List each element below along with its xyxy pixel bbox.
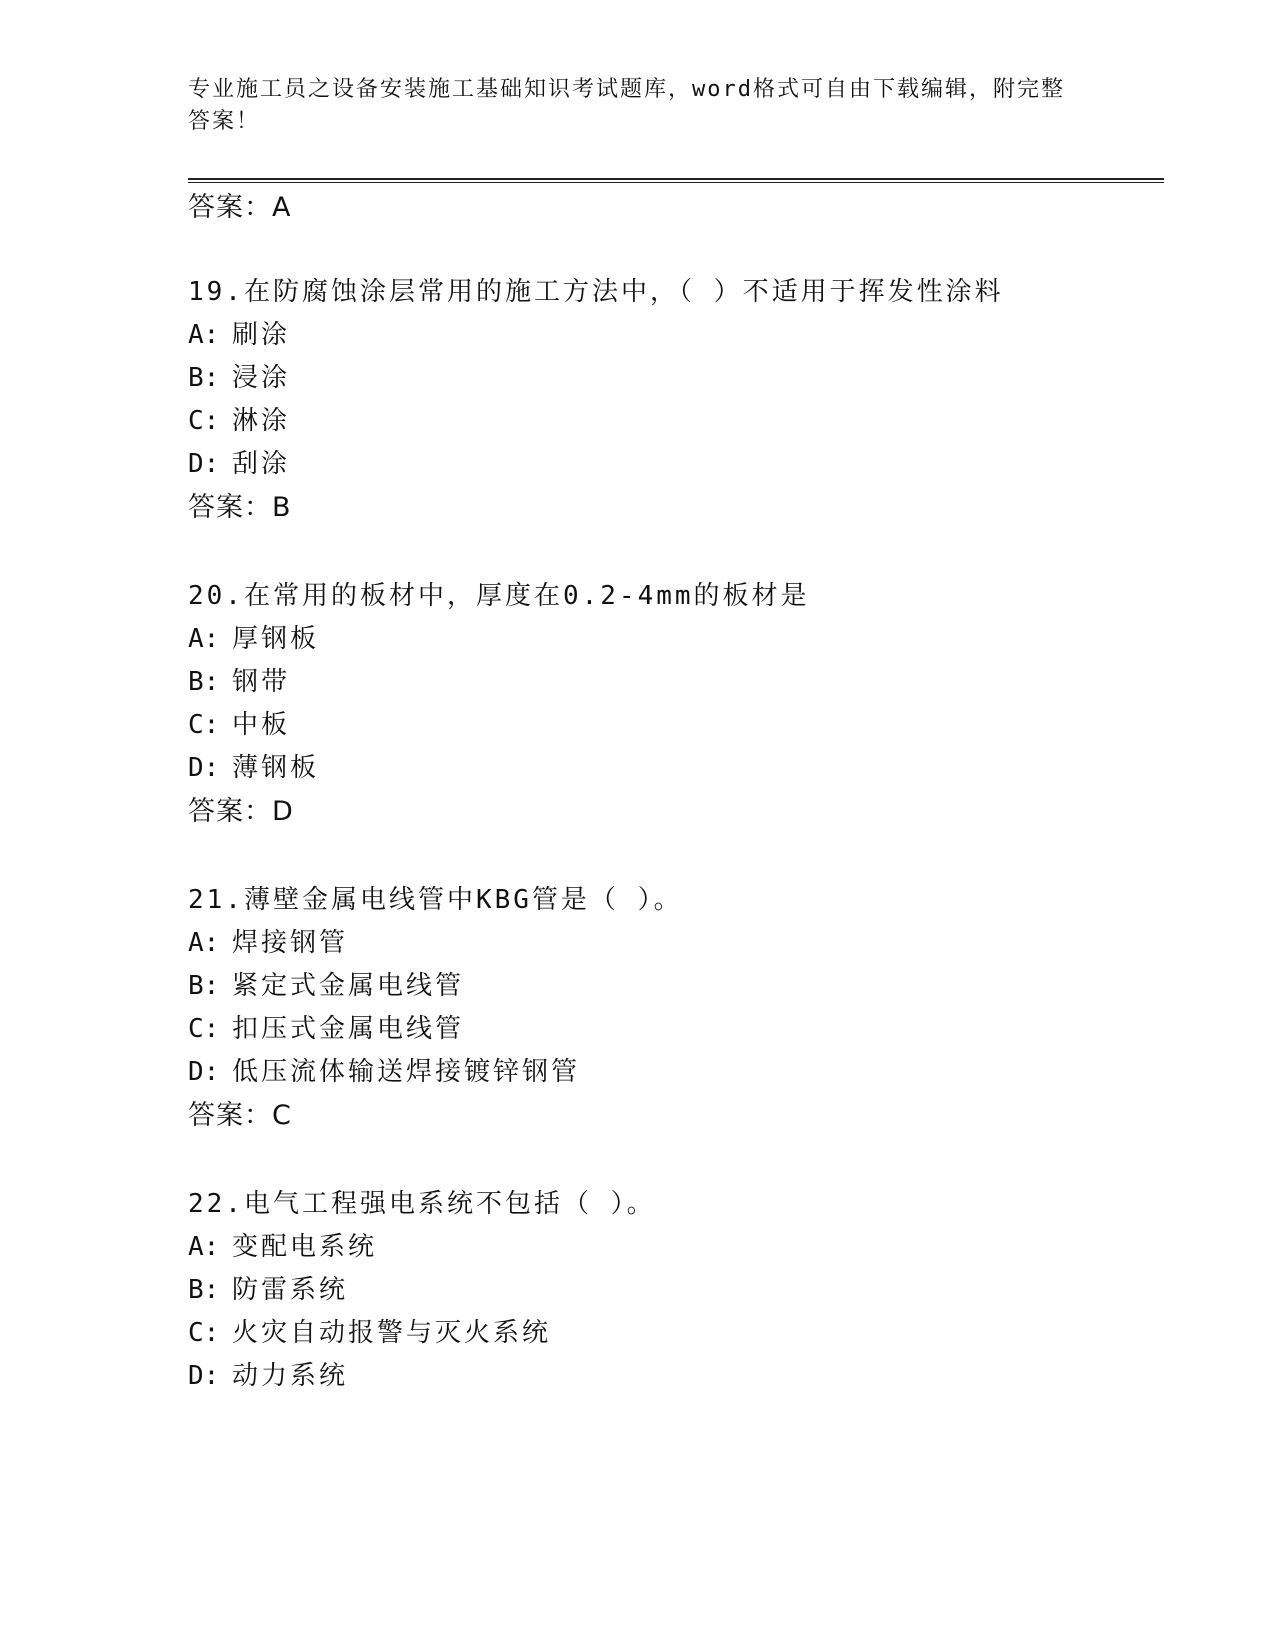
option-text: 刮涂 xyxy=(232,449,291,479)
option-text: 防雷系统 xyxy=(232,1275,349,1305)
option-a xyxy=(188,623,319,655)
option-d xyxy=(188,752,319,784)
option-d xyxy=(188,1360,348,1392)
answer-line: 答案：C xyxy=(188,1100,292,1131)
question-stem: 21.薄壁金属电线管中KBG管是（ ）。 xyxy=(188,885,683,915)
option-label: B: xyxy=(188,667,220,697)
option-label: C: xyxy=(188,710,220,740)
option-a xyxy=(188,927,348,959)
question-stem: 22.电气工程强电系统不包括（ ）。 xyxy=(188,1189,656,1219)
option-label: B: xyxy=(188,971,220,1001)
option-text: 紧定式金属电线管 xyxy=(232,971,465,1001)
option-label: D: xyxy=(188,1361,220,1391)
option-text: 浸涂 xyxy=(232,363,291,393)
option-c xyxy=(188,1013,464,1045)
answer-line: 答案：A xyxy=(188,192,292,223)
option-text: 中板 xyxy=(232,710,291,740)
option-label: A: xyxy=(188,928,220,958)
question-stem: 20.在常用的板材中，厚度在0.2-4mm的板材是 xyxy=(188,581,810,611)
option-text: 淋涂 xyxy=(232,406,291,436)
option-b xyxy=(188,362,290,394)
option-b xyxy=(188,970,464,1002)
option-label: A: xyxy=(188,320,220,350)
page-header-text: 专业施工员之设备安装施工基础知识考试题库，word格式可自由下载编辑，附完整答案！ xyxy=(188,77,1065,134)
option-b xyxy=(188,1274,348,1306)
option-label: A: xyxy=(188,1232,220,1262)
option-text: 火灾自动报警与灭火系统 xyxy=(232,1318,552,1348)
option-text: 厚钢板 xyxy=(232,624,320,654)
option-c xyxy=(188,1317,551,1349)
option-label: D: xyxy=(188,753,220,783)
option-a xyxy=(188,1231,377,1263)
option-c xyxy=(188,709,290,741)
option-text: 刷涂 xyxy=(232,320,291,350)
question-stem: 19.在防腐蚀涂层常用的施工方法中，（ ）不适用于挥发性涂料 xyxy=(188,277,1004,307)
option-label: D: xyxy=(188,1057,220,1087)
answer-line: 答案：D xyxy=(188,796,294,827)
option-d xyxy=(188,1056,580,1088)
option-label: C: xyxy=(188,1014,220,1044)
option-label: C: xyxy=(188,406,220,436)
option-text: 薄钢板 xyxy=(232,753,320,783)
option-text: 低压流体输送焊接镀锌钢管 xyxy=(232,1057,581,1087)
option-text: 变配电系统 xyxy=(232,1232,378,1262)
option-text: 动力系统 xyxy=(232,1361,349,1391)
option-text: 扣压式金属电线管 xyxy=(232,1014,465,1044)
option-label: B: xyxy=(188,363,220,393)
option-label: C: xyxy=(188,1318,220,1348)
option-text: 钢带 xyxy=(232,667,291,697)
option-d xyxy=(188,448,290,480)
header-divider xyxy=(188,178,1164,183)
option-c xyxy=(188,405,290,437)
option-text: 焊接钢管 xyxy=(232,928,349,958)
option-a xyxy=(188,319,290,351)
answer-line: 答案：B xyxy=(188,492,292,523)
option-b xyxy=(188,666,290,698)
option-label: A: xyxy=(188,624,220,654)
option-label: B: xyxy=(188,1275,220,1305)
option-label: D: xyxy=(188,449,220,479)
